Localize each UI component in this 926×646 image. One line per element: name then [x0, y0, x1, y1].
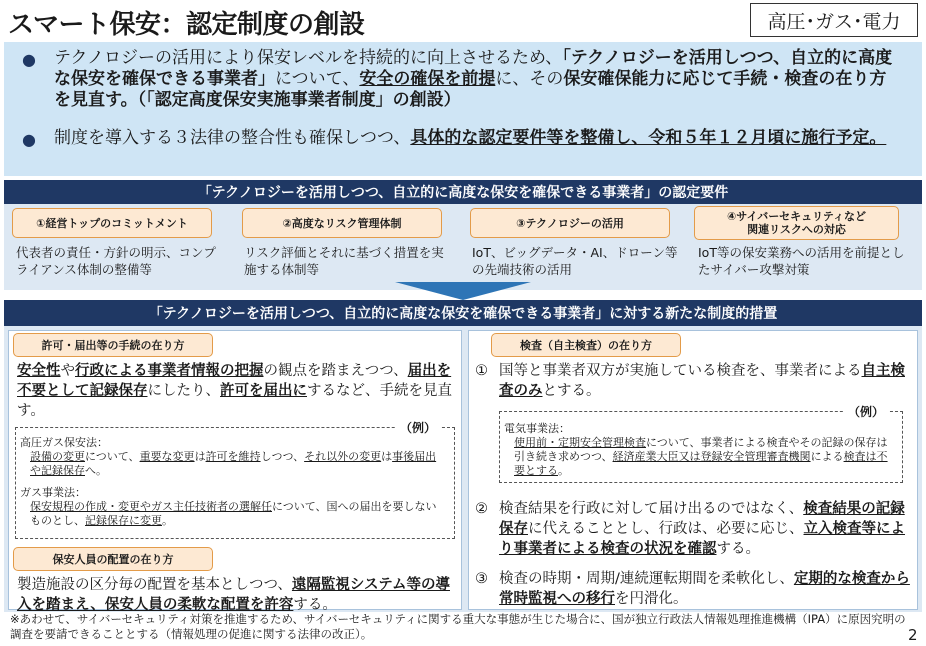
requirement-label-3: ③テクノロジーの活用 [470, 208, 670, 238]
example-gas-business [20, 486, 440, 528]
example-heading: ガス事業法： [20, 486, 86, 499]
item-number: ③ [475, 571, 488, 587]
page-number: 2 [908, 626, 918, 644]
down-arrow-icon [395, 282, 531, 300]
example-high-pressure-gas [20, 436, 440, 478]
page-title: スマート保安：認定制度の創設 [8, 10, 365, 40]
measures-section [4, 300, 922, 612]
measures-header: 「テクノロジーを活用しつつ、自立的に高度な保安を確保できる事業者」に対する新たな制度的措置 [4, 300, 922, 326]
text: 検査の時期・周期/連続運転期間を柔軟化し、 [499, 571, 794, 587]
text: は [381, 450, 393, 463]
permit-text [17, 361, 457, 421]
text: の観点を踏まえつつ、 [263, 363, 408, 379]
text: 。 [162, 514, 173, 527]
inspection-example-box [499, 405, 903, 483]
text: 届出を不要として記録保存 [17, 363, 452, 399]
example-label: （例） [396, 419, 440, 436]
requirements-header: 「テクノロジーを活用しつつ、自立的に高度な保安を確保できる事業者」の認定要件 [4, 180, 922, 204]
permit-procedure-label: 許可・届出等の手続の在り方 [13, 333, 213, 357]
text: に代えることとし、行政は、必要に応じ、 [528, 521, 804, 537]
text: による [810, 450, 844, 463]
left-panel [8, 330, 462, 613]
text: に、その [495, 69, 564, 89]
text: 定期的な検査から常時監視への移行 [499, 571, 910, 607]
text: 保安確保能力に応じて手続・検査の在り方を見直す。（「認定高度保安実施事業者制度」の創設） [54, 69, 887, 110]
category-tag: 高圧･ガス･電力 [750, 3, 918, 37]
text: 安全の確保を前提 [359, 69, 496, 89]
text: 経済産業大臣又は登録安全管理審査機関 [612, 450, 811, 463]
staff-placement-label: 保安人員の配置の在り方 [13, 547, 213, 571]
text: 検査結果を行政に対して届け出るのではなく、 [499, 501, 804, 517]
inspection-item-2 [475, 499, 915, 559]
text: 検査は不要とする [514, 450, 888, 477]
text: へ。 [85, 464, 107, 477]
text: 自主検査のみ [499, 363, 905, 399]
text: 重要な変更 [139, 450, 195, 463]
text: 制度を導入する３法律の整合性も確保しつつ、 [54, 128, 411, 148]
right-panel [468, 330, 918, 610]
inspection-item-1 [475, 361, 915, 401]
text: にしたり、 [147, 383, 220, 399]
text: 製造施設の区分毎の配置を基本としつつ、 [17, 577, 292, 593]
requirement-desc-4: IoT等の保安業務への活用を前提としたサイバー攻撃対策 [698, 245, 905, 277]
text: とする。 [542, 383, 601, 399]
summary-box [4, 42, 922, 176]
text: 検査結果の記録保存 [499, 501, 905, 537]
text: 。 [558, 464, 569, 477]
text: 許可を維持 [205, 450, 261, 463]
text: 「テクノロジーを活用しつつ、自立的に高度な保安を確保できる事業者」 [54, 48, 893, 89]
text: 国等と事業者双方が実施している検査を、事業者による [499, 363, 862, 379]
example-heading: 電気事業法： [504, 422, 570, 435]
text: する。 [716, 541, 760, 557]
requirement-desc-1: 代表者の責任・方針の明示、コンプライアンス体制の整備等 [16, 245, 217, 277]
text: 遠隔監視システム等の導入を踏まえ、保安人員の柔軟な配置を許容 [17, 577, 450, 613]
staff-text [17, 575, 457, 615]
text: や [60, 363, 75, 379]
example-electricity-business [504, 422, 896, 478]
footnote: ※あわせて、サイバーセキュリティ対策を推進するため、サイバーセキュリティに関する重大な事態が生じた場合に、国が独立行政法人情報処理推進機構（IPA）に原因究明の調査を要請できることとする（情報処理の促進に関する法律の改正）。 [10, 612, 906, 641]
text: テクノロジーの活用により保安レベルを持続的に向上させるため、 [54, 48, 563, 68]
text: を円滑化。 [615, 591, 688, 607]
example-label: （例） [844, 403, 888, 420]
text: 立入検査等により事業者による検査の状況を確認 [499, 521, 905, 557]
text: 記録保存に変更 [85, 514, 162, 527]
item-number: ① [475, 363, 488, 379]
text: 安全性 [17, 363, 61, 379]
inspection-label: 検査（自主検査）の在り方 [491, 333, 681, 357]
text: について、 [275, 69, 360, 89]
text: それ以外の変更 [304, 450, 382, 463]
text: 事後届出や記録保存 [30, 450, 437, 477]
requirement-desc-2: リスク評価とそれに基づく措置を実施する体制等 [244, 245, 444, 277]
bullet-icon: ● [22, 130, 36, 149]
inspection-item-3 [475, 569, 915, 609]
example-heading: 高圧ガス保安法： [20, 436, 108, 449]
text: 保安規程の作成・変更やガス主任技術者の選解任 [30, 500, 272, 513]
text: について、 [85, 450, 140, 463]
text: するなど、手続を見直す。 [17, 383, 452, 419]
text: は [194, 450, 206, 463]
text: 具体的な認定要件等を整備し、令和５年１２月頃に施行予定。 [410, 128, 887, 148]
text: 設備の変更 [30, 450, 85, 463]
summary-bullet-2 [22, 128, 902, 149]
text: 使用前・定期安全管理検査 [514, 436, 646, 449]
item-number: ② [475, 501, 488, 517]
text: 許可を届出に [220, 383, 307, 399]
text: について、事業者による検査やその記録の保存は引き続き求めつつ、 [514, 436, 888, 463]
text: しつつ、 [260, 450, 305, 463]
requirements-section [4, 180, 922, 290]
requirement-label-4: ④サイバーセキュリティなど関連リスクへの対応 [694, 206, 899, 240]
summary-bullet-1 [22, 48, 902, 111]
permit-example-box [15, 421, 455, 539]
bullet-icon: ● [22, 50, 36, 69]
text: する。 [293, 597, 337, 613]
requirement-label-2: ②高度なリスク管理体制 [242, 208, 442, 238]
requirement-desc-3: IoT、ビッグデータ・AI、ドローン等の先端技術の活用 [472, 245, 678, 277]
text: について、国への届出を要しないものとし、 [30, 500, 437, 527]
text: 行政による事業者情報の把握 [75, 363, 264, 379]
requirement-label-1: ①経営トップのコミットメント [12, 208, 212, 238]
